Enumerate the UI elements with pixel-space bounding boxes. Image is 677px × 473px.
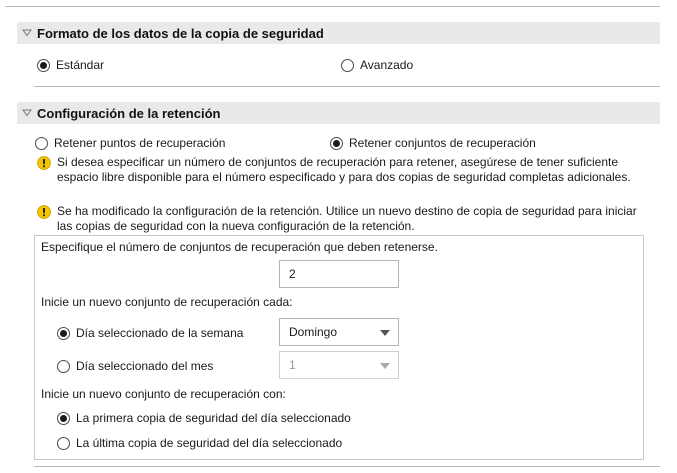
radio-standard[interactable]: [37, 57, 104, 73]
section-title: Formato de los datos de la copia de seguridad: [37, 25, 324, 41]
recovery-set-count-input[interactable]: 2: [279, 260, 399, 288]
radio-label: Día seleccionado de la semana: [76, 326, 244, 340]
radio-retain-recovery-points[interactable]: [35, 135, 225, 151]
radio-first-backup[interactable]: [57, 410, 351, 426]
radio-unselected-icon[interactable]: [35, 137, 48, 150]
section-divider: [34, 86, 660, 87]
radio-label: Avanzado: [360, 58, 414, 72]
radio-day-of-month[interactable]: [57, 358, 213, 374]
radio-unselected-icon[interactable]: [57, 360, 70, 373]
backup-format-header[interactable]: [17, 22, 660, 44]
section-title: Configuración de la retención: [37, 105, 221, 121]
radio-last-backup[interactable]: [57, 435, 342, 451]
radio-unselected-icon[interactable]: [341, 59, 354, 72]
warning-text: Si desea especificar un número de conjuntos de recuperación para retener, asegúrese de tener suficiente espacio libre disponible para el número especificado y para dos copias de seguridad completas adicionales.: [57, 155, 631, 184]
radio-unselected-icon[interactable]: [57, 437, 70, 450]
radio-selected-icon[interactable]: [37, 59, 50, 72]
warning-icon: [37, 205, 51, 219]
radio-selected-icon[interactable]: [57, 327, 70, 340]
retention-header[interactable]: [17, 102, 660, 124]
radio-day-of-week[interactable]: [57, 325, 243, 341]
radio-label: Estándar: [56, 58, 105, 72]
warning-free-space: [37, 155, 637, 185]
radio-label: La primera copia de seguridad del día seleccionado: [76, 411, 351, 425]
radio-retain-recovery-sets[interactable]: [330, 135, 536, 151]
select-value: Domingo: [289, 325, 338, 339]
warning-text: Se ha modificado la configuración de la retención. Utilice un nuevo destino de copia de seguridad para iniciar las copias de seguridad con la nueva configuración de la retención.: [57, 204, 637, 233]
warning-icon: [37, 156, 51, 170]
day-of-month-select[interactable]: [279, 351, 399, 379]
radio-selected-icon[interactable]: [330, 137, 343, 150]
chevron-down-icon[interactable]: [380, 330, 390, 336]
count-label: Especifique el número de conjuntos de recuperación que deben retenerse.: [41, 240, 438, 254]
start-every-label: Inicie un nuevo conjunto de recuperación cada:: [41, 295, 293, 309]
start-with-label: Inicie un nuevo conjunto de recuperación con:: [41, 387, 286, 401]
select-value: 1: [289, 358, 296, 372]
radio-selected-icon[interactable]: [57, 412, 70, 425]
radio-label: Retener conjuntos de recuperación: [349, 136, 536, 150]
radio-advanced[interactable]: [341, 57, 413, 73]
recovery-set-panel: [34, 235, 644, 460]
radio-label: Retener puntos de recuperación: [54, 136, 226, 150]
day-of-week-select[interactable]: [279, 318, 399, 346]
radio-label: Día seleccionado del mes: [76, 359, 214, 373]
radio-label: La última copia de seguridad del día seleccionado: [76, 436, 343, 450]
top-divider: [5, 6, 660, 7]
collapse-triangle-icon[interactable]: [19, 102, 35, 124]
collapse-triangle-icon[interactable]: [19, 22, 35, 44]
warning-config-changed: [37, 204, 637, 234]
chevron-down-icon[interactable]: [380, 363, 390, 369]
bottom-divider: [34, 466, 660, 467]
